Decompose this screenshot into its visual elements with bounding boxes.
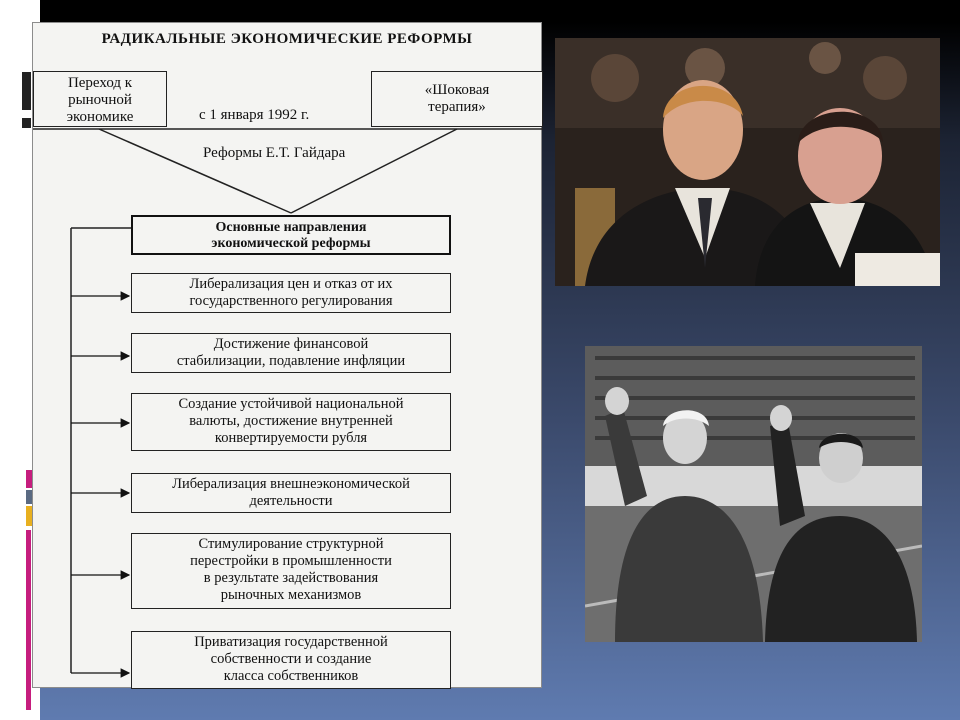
box-line: терапия» (428, 99, 486, 115)
direction-box-structural-restructuring (131, 533, 451, 609)
box-line: класса собственников (223, 668, 359, 684)
decor-mark-small (22, 118, 31, 128)
start-date-label: с 1 января 1992 г. (199, 107, 310, 123)
gaidar-reforms-label: Реформы Е.Т. Гайдара (203, 145, 346, 161)
photo-stadium-waving (585, 346, 922, 642)
direction-box-financial-stabilization (131, 333, 451, 373)
box-line: Стимулирование структурной (198, 536, 384, 552)
box-line: конвертируемости рубля (214, 430, 368, 446)
direction-box-foreign-trade (131, 473, 451, 513)
box-line: Переход к (67, 75, 133, 91)
reforms-diagram (32, 22, 542, 688)
box-line: Приватизация государственной (194, 634, 388, 650)
market-transition-box (33, 71, 167, 127)
box-line: Либерализация цен и отказ от их (189, 276, 393, 292)
diagram-title: РАДИКАЛЬНЫЕ ЭКОНОМИЧЕСКИЕ РЕФОРМЫ (101, 31, 473, 47)
direction-box-privatization (131, 631, 451, 689)
box-line: Создание устойчивой национальной (178, 396, 404, 412)
box-line: перестройки в промышленности (190, 553, 392, 569)
photo-reformers-meeting (555, 38, 940, 286)
box-line: экономической реформы (211, 236, 371, 251)
box-line: экономике (66, 109, 134, 125)
funnel-right-line (291, 129, 457, 213)
photo-reformers-meeting-image (555, 38, 940, 286)
photo-stadium-waving-image (585, 346, 922, 642)
box-line: валюты, достижение внутренней (189, 413, 393, 429)
funnel-left-line (99, 129, 291, 213)
direction-box-national-currency (131, 393, 451, 451)
main-directions-box (131, 215, 451, 255)
direction-box-price-liberalization (131, 273, 451, 313)
decor-mark (22, 72, 31, 110)
box-line: Либерализация внешнеэкономической (172, 476, 410, 492)
box-line: стабилизации, подавление инфляции (176, 353, 406, 369)
box-line: рыночной (68, 92, 132, 108)
box-line: Основные направления (215, 220, 367, 235)
box-line: государственного регулирования (189, 293, 393, 309)
box-line: рыночных механизмов (220, 587, 362, 603)
box-line: «Шоковая (424, 82, 490, 98)
box-line: собственности и создание (210, 651, 372, 667)
box-line: деятельности (249, 493, 333, 509)
accent-bar-pink-long (26, 530, 31, 710)
shock-therapy-box (371, 71, 543, 127)
box-line: Достижение финансовой (213, 336, 369, 352)
box-line: в результате задействования (203, 570, 379, 586)
